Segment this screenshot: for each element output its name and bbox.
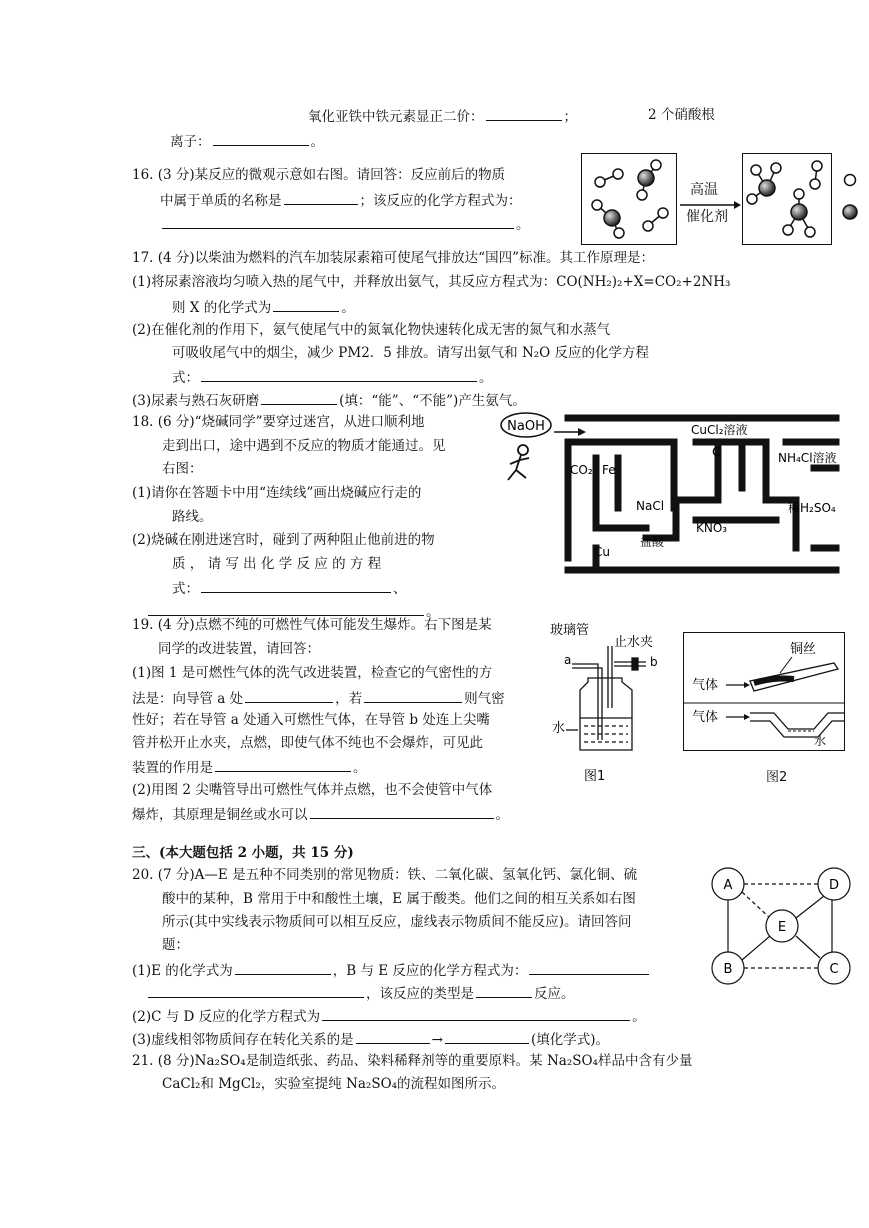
maze-label-nacl: NaCl [636, 499, 665, 513]
q20-text-hint: (填化学式)。 [530, 1032, 609, 1048]
q16-cond-top: 高温 [690, 182, 718, 198]
q20-blank-be-1[interactable] [529, 960, 649, 975]
q20-arrow: → [431, 1032, 443, 1048]
maze-label-co2: CO₂ [570, 463, 593, 477]
q16-line3 [160, 214, 530, 234]
q17-line3 [172, 297, 355, 317]
q19-figure2 [684, 633, 844, 750]
q17-blank-equation[interactable] [201, 367, 477, 382]
q17-text-formula: 式： [172, 370, 199, 386]
q19-blank-2[interactable] [364, 688, 462, 703]
q20-line7 [132, 1006, 646, 1026]
fig2-caption: 图2 [766, 770, 788, 785]
q17-end-x: 。 [341, 300, 355, 316]
q17-end-formula: 。 [479, 370, 493, 386]
q19-text-b: ，若 [335, 691, 363, 707]
q16-blank-1[interactable] [284, 190, 358, 205]
q18-blank-eq1[interactable] [201, 578, 391, 593]
q16-legend-icons [840, 170, 869, 220]
fig1-label-water: 水 [552, 721, 566, 736]
edge-e-c [796, 936, 820, 958]
node-d-label: D [828, 878, 840, 893]
q16-after-molecules [743, 154, 831, 244]
q19-line4 [132, 688, 505, 708]
q18-line3: 右图： [162, 461, 203, 477]
q18-line2: 走到出口，途中遇到不反应的物质才能通过。见 [162, 438, 446, 454]
q17-line4: (2)在催化剂的作用下，氨气使尾气中的氮氧化物快速转化成无害的氮气和水蒸气 [132, 322, 611, 338]
q15-blank-2[interactable] [213, 131, 309, 146]
q20-blank-cd[interactable] [322, 1006, 630, 1021]
q15-label-nitrate: 2 个硝酸根 [648, 107, 715, 123]
q16-text-a: 中属于单质的名称是 [160, 193, 282, 209]
maze-label-nh4cl: NH₄Cl溶液 [778, 451, 837, 465]
q19-blank-4[interactable] [310, 804, 494, 819]
maze-label-naoh: NaOH [507, 419, 545, 434]
q20-text-be: ，B 与 E 反应的化学方程式为： [332, 963, 528, 979]
running-person-icon [508, 445, 529, 480]
q21-line2: CaCl₂和 MgCl₂，实验室提纯 Na₂SO₄的流程如图所示。 [162, 1076, 506, 1092]
q16-end: 。 [516, 217, 530, 233]
q15-label-ion: 离子： [170, 134, 211, 150]
maze-label-cucl2: CuCl₂溶液 [691, 423, 748, 437]
q15-label-feo: 氧化亚铁中铁元素显正二价： [308, 109, 484, 125]
q17-text-hint: (填：“能”、“不能”)产生氨气。 [339, 393, 526, 409]
q16-before-molecules [582, 154, 676, 244]
q20-line3: 所示(其中实线表示物质间可以相互反应，虚线表示物质间不能反应)。请回答问 [162, 914, 632, 930]
q19-end-purpose: 。 [353, 760, 367, 776]
q19-blank-1[interactable] [245, 688, 333, 703]
q17-line6 [172, 367, 493, 387]
q17-line1: 17. (4 分)以柴油为燃料的汽车加装尿素箱可使尾气排放达“国四”标准。其工作原理是： [132, 250, 654, 266]
q19-line3: (1)图 1 是可燃性气体的洗气改进装置，检查它的气密性的方 [132, 665, 493, 681]
q19-line2: 同学的改进装置，请回答： [158, 641, 320, 657]
q19-text-purpose: 装置的作用是 [132, 760, 213, 776]
q16-line2 [160, 190, 522, 210]
section3-title: 三、(本大题包括 2 小题，共 15 分) [132, 845, 354, 861]
fig1-label-glass-tube: 玻璃管 [550, 623, 590, 638]
q18-line1: 18. (6 分)“烧碱同学”要穿过迷宫，从进口顺利地 [132, 414, 425, 430]
q17-line5: 可吸收尾气中的烟尘，减少 PM2．5 排放。请写出氨气和 N₂O 反应的化学方程 [172, 345, 650, 361]
fig2-label-copper: 铜丝 [790, 642, 817, 657]
edge-a-e [742, 892, 770, 918]
q15-sep: ； [563, 109, 577, 125]
q18-line6: (2)烧碱在刚进迷宫时，碰到了两种阻止他前进的物 [132, 532, 435, 548]
q19-text-principle: 爆炸，其原理是铜丝或水可以 [132, 807, 308, 823]
q20-text-reaction: 反应。 [534, 986, 575, 1002]
fig2-label-water: 水 [814, 734, 827, 748]
node-e-label: E [777, 920, 787, 935]
q20-blank-be-2[interactable] [148, 983, 364, 998]
q20-line6 [146, 983, 575, 1003]
q19-text-c: 则气密 [464, 691, 505, 707]
fig1-label-clamp: 止水夹 [614, 635, 654, 650]
q19-figure1 [548, 618, 678, 788]
q19-line5: 性好；若在导管 a 处通入可燃性气体，在导管 b 处连上尖嘴 [132, 712, 490, 728]
q19-line1: 19. (4 分)点燃不纯的可燃性气体可能发生爆炸。右下图是某 [132, 617, 492, 633]
q20-text-cd: (2)C 与 D 反应的化学方程式为 [132, 1009, 321, 1025]
q20-line5 [132, 960, 651, 980]
q16-text-b: ；该反应的化学方程式为： [359, 193, 522, 209]
q20-blank-to[interactable] [445, 1029, 529, 1044]
q20-text-e: (1)E 的化学式为 [132, 963, 233, 979]
q17-blank-can[interactable] [261, 390, 337, 405]
fig2-label-gas1: 气体 [692, 678, 719, 693]
fig1-label-a: a [564, 653, 572, 667]
q18-line4: (1)请你在答题卡中用“连续线”画出烧碱应行走的 [132, 485, 422, 501]
q20-line8 [132, 1029, 609, 1049]
q18-text-formula: 式： [172, 581, 199, 597]
q20-line2: 酸中的某种，B 常用于中和酸性土壤，E 属于酸类。他们之间的相互关系如右图 [162, 891, 636, 907]
q16-after-box [742, 153, 832, 245]
fig1-caption: 图1 [584, 769, 606, 784]
q18-line7: 质 ， 请 写 出 化 学 反 应 的 方 程 [172, 556, 382, 572]
q20-text-dashed: (3)虚线相邻物质间存在转化关系的是 [132, 1032, 354, 1048]
q18-maze [496, 408, 869, 576]
q18-line8 [172, 578, 407, 598]
q21-line1: 21. (8 分)Na₂SO₄是制造纸张、药品、染料稀释剂等的重要原料。某 Na₂SO₄样品中含有少量 [132, 1053, 693, 1069]
q19-line9 [132, 804, 509, 824]
q16-blank-equation[interactable] [162, 214, 514, 229]
q20-blank-from[interactable] [356, 1029, 430, 1044]
wash-bottle [566, 646, 646, 750]
q19-figure2-box [683, 632, 845, 751]
maze-label-c: C [712, 445, 721, 459]
q19-line6: 管并松开止水夹，点燃，即使气体不纯也不会爆炸，可见此 [132, 735, 483, 751]
fig2-label-gas2: 气体 [692, 710, 719, 725]
q17-text-urea: (3)尿素与熟石灰研磨 [132, 393, 260, 409]
q20-relation-diagram [706, 862, 866, 990]
edge-b-e [742, 936, 770, 960]
q18-end: 。 [426, 604, 440, 620]
node-a-label: A [723, 878, 733, 893]
q17-line7 [132, 390, 526, 410]
q16-cond-bottom: 催化剂 [686, 209, 728, 225]
q17-text-x: 则 X 的化学式为 [172, 300, 272, 316]
q18-sep: 、 [393, 581, 407, 597]
q19-line7 [132, 757, 367, 777]
q20-blank-type[interactable] [476, 983, 532, 998]
node-c-label: C [829, 962, 839, 977]
maze-label-h2so4: 稀H₂SO₄ [788, 501, 836, 515]
q16-before-box [581, 153, 677, 245]
q15-end: 。 [310, 134, 324, 150]
q18-line5: 路线。 [172, 509, 213, 525]
maze-label-kno3: KNO₃ [696, 521, 728, 535]
q18-blank-eq2[interactable] [148, 601, 424, 616]
q15-line1 [308, 106, 577, 126]
maze-label-fe: Fe [602, 463, 616, 477]
q20-end-cd: 。 [632, 1009, 646, 1025]
q17-blank-x[interactable] [273, 297, 339, 312]
fig1-label-b: b [650, 655, 658, 669]
maze-label-cu: Cu [594, 545, 610, 559]
q20-blank-e[interactable] [235, 960, 331, 975]
q20-text-type: ，该反应的类型是 [366, 986, 474, 1002]
node-b-label: B [723, 962, 733, 977]
q15-line2 [170, 131, 324, 151]
edge-d-e [796, 896, 824, 918]
q19-blank-3[interactable] [215, 757, 351, 772]
maze-label-hcl: 盐酸 [640, 535, 665, 549]
q19-text-a: 法是：向导管 a 处 [132, 691, 244, 707]
q16-line1: 16. (3 分)某反应的微观示意如右图。请回答：反应前后的物质 [132, 167, 506, 183]
q19-line8: (2)用图 2 尖嘴管导出可燃性气体并点燃，也不会使管中气体 [132, 782, 493, 798]
q19-end-principle: 。 [495, 807, 509, 823]
q20-line1: 20. (7 分)A—E 是五种不同类别的常见物质：铁、二氧化碳、氢氧化钙、氯化铜、硫 [132, 867, 638, 883]
q15-blank-1[interactable] [486, 106, 562, 121]
q20-line4: 题： [162, 937, 189, 953]
q17-line2: (1)将尿素溶液均匀喷入热的尾气中，并释放出氨气，其反应方程式为：CO(NH₂)₂+X=CO₂+2NH₃ [132, 274, 731, 290]
